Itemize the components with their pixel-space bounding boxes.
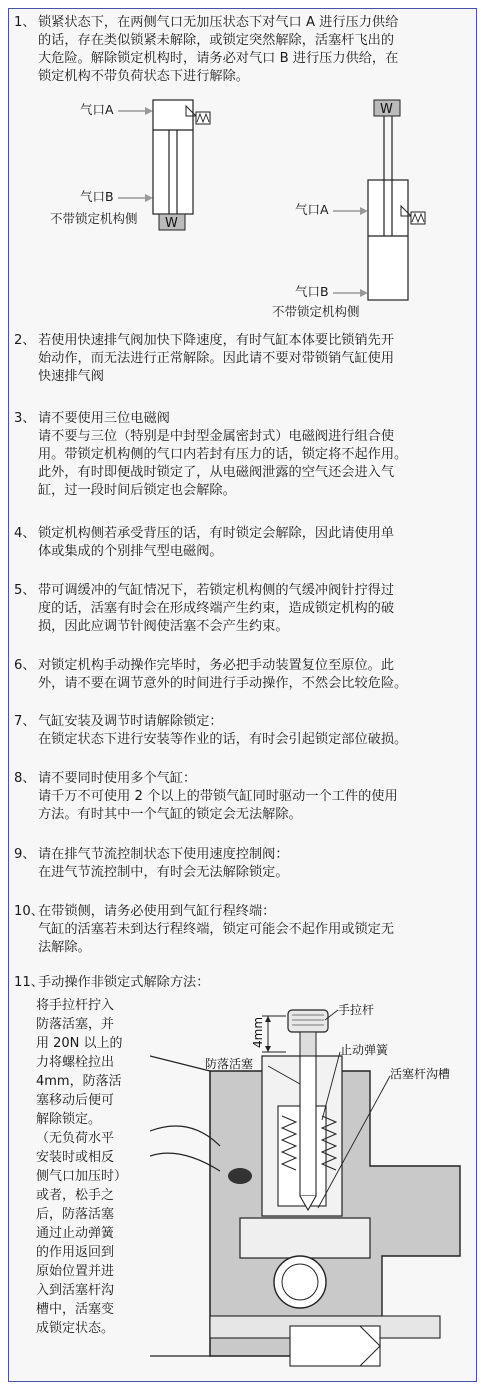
item-text-line: 度的话，活塞有时会在形成终端产生约束，造成锁定机构的破 xyxy=(38,601,395,616)
item-text-line: 缸，过一段时间后锁定也会解除。 xyxy=(38,483,236,498)
notice-item-9 xyxy=(14,846,460,882)
item-number: 6、 xyxy=(14,658,36,673)
item-text-line: 将手拉杆拧入 xyxy=(36,998,115,1013)
item-text-line: 气缸安装及调节时请解除锁定： xyxy=(38,714,223,729)
item-text-line: 体或集成的个别排气型电磁阀。 xyxy=(38,544,223,559)
notice-item-2 xyxy=(14,332,460,386)
item-text-line: 请不要与三位（特别是中封型金属密封式）电磁阀进行组合使 xyxy=(38,429,395,444)
item-text-line: 在进气节流控制中，有时会无法解除锁定。 xyxy=(38,865,289,880)
item-text-line: 方法。有时其中一个气缸的锁定会无法解除。 xyxy=(38,807,302,822)
item-text-line: 在锁定状态下进行安装等作业的话，有时会引起锁定部位破损。 xyxy=(38,732,408,747)
cylinder-diagram-locked-down xyxy=(272,100,425,319)
item-text-line: （无负荷水平 xyxy=(36,1131,115,1146)
item-number: 3、 xyxy=(14,411,36,426)
item-text-line: 法解除。 xyxy=(38,940,91,955)
seal-ring xyxy=(228,1168,252,1184)
notice-item-11 xyxy=(14,974,460,992)
item-text-line: 损，因此应调节针阀使活塞不会产生约束。 xyxy=(38,619,289,634)
item-text-line: 的作用返回到 xyxy=(36,1245,115,1260)
item-text-line: 槽中，活塞变 xyxy=(36,1302,115,1317)
item-number: 11、 xyxy=(14,975,44,990)
notice-item-8 xyxy=(14,770,460,824)
port-a-label: 气口A xyxy=(80,102,114,117)
item-text-line: 若使用快速排气阀加快下降速度，有时气缸本体要比锁销先开 xyxy=(38,333,395,348)
item-number: 9、 xyxy=(14,847,36,862)
item-text-line: 原始位置并进 xyxy=(36,1264,115,1279)
notice-item-6 xyxy=(14,657,460,693)
item-text-line: 气缸的活塞若未到达行程终端，锁定可能会不起作用或锁定无 xyxy=(38,922,395,937)
item-text-line: 带可调缓冲的气缸情况下，若锁定机构侧的气缓冲阀针拧得过 xyxy=(38,583,395,598)
item-text-line: 锁紧状态下，在两侧气口无加压状态下对气口 A 进行压力供给 xyxy=(38,15,399,30)
load-label: W xyxy=(380,102,393,117)
cylinder-body xyxy=(153,100,193,214)
rod-groove-label: 活塞杆沟槽 xyxy=(390,1067,451,1081)
item-text-line: 用 20N 以上的 xyxy=(36,1036,123,1051)
notice-item-7 xyxy=(14,713,460,749)
item-text-line: 或者，松手之 xyxy=(36,1188,115,1203)
item-text-line: 塞移动后便可 xyxy=(36,1093,115,1108)
stroke-dimension: 4mm xyxy=(251,1016,265,1048)
item-text-line: 成锁定状态。 xyxy=(36,1321,115,1336)
item-text-line: 防落活塞，并 xyxy=(36,1017,115,1032)
cylinder-diagram-locked-up xyxy=(50,100,210,231)
item-number: 1、 xyxy=(14,15,36,30)
anti-fall-piston-label: 防落活塞 xyxy=(205,1057,254,1071)
item-text-line: 通过止动弹簧 xyxy=(36,1226,115,1241)
item-text-line: 4mm，防落活 xyxy=(36,1074,122,1089)
side-label: 不带锁定机构侧 xyxy=(50,211,138,226)
item-text-line: 锁定机构侧若承受背压的话，有时锁定会解除，因此请使用单 xyxy=(38,526,395,541)
pull-handle-knob xyxy=(288,1010,328,1032)
notice-item-4 xyxy=(14,525,460,561)
item-text-line: 入到活塞杆沟 xyxy=(36,1283,115,1298)
item-number: 2、 xyxy=(14,333,36,348)
item-title: 手动操作非锁定式解除方法： xyxy=(38,975,210,990)
item-text-line: 在带锁侧，请务必使用到气缸行程终端： xyxy=(38,904,276,919)
item-text-line: 外，请不要在调节意外的时间进行手动操作，不然会比较危险。 xyxy=(38,676,408,691)
port-a-label: 气口A xyxy=(295,202,329,217)
manual-release-cross-section xyxy=(150,996,472,1376)
item-number: 4、 xyxy=(14,526,36,541)
item-text-line: 用。带锁定机构侧的气口内若封有压力的话，锁定将不起作用。 xyxy=(38,447,408,462)
notice-item-3 xyxy=(14,410,460,500)
item-text-line: 请不要同时使用多个气缸： xyxy=(38,771,197,786)
anti-fall-piston xyxy=(300,1056,316,1196)
item-text-line: 侧气口加压时） xyxy=(36,1169,128,1184)
notice-item-5 xyxy=(14,582,460,636)
port-b-label: 气口B xyxy=(295,284,329,299)
cylinder-lock-diagrams xyxy=(0,90,485,325)
pull-handle-label: 手拉杆 xyxy=(338,1003,375,1017)
notice-item-10 xyxy=(14,903,460,957)
item-text-line: 请千万不可使用 2 个以上的带锁气缸同时驱动一个工件的使用 xyxy=(38,789,398,804)
item-text-line: 安装时或相反 xyxy=(36,1150,115,1165)
item-text-line: 解除锁定。 xyxy=(36,1112,102,1127)
item-text-line: 力将螺栓拉出 xyxy=(36,1055,115,1070)
item-number: 7、 xyxy=(14,714,36,729)
item-number: 8、 xyxy=(14,771,36,786)
item-text-line: 请不要使用三位电磁阀 xyxy=(38,411,170,426)
item-text-line: 的话，存在类似锁紧未解除，或锁定突然解除，活塞杆飞出的 xyxy=(38,33,395,48)
stop-spring-label: 止动弹簧 xyxy=(340,1043,389,1057)
item-text-line: 此外，有时即便战时锁定了，从电磁阀泄露的空气还会进入气 xyxy=(38,465,395,480)
item-text-line: 大危险。解除锁定机构时，请务必对气口 B 进行压力供给，在 xyxy=(38,51,399,66)
load-label: W xyxy=(165,216,178,231)
item-text-line: 后，防落活塞 xyxy=(36,1207,115,1222)
item-number: 10、 xyxy=(14,904,44,919)
item-text-line: 请在排气节流控制状态下使用速度控制阀： xyxy=(38,847,289,862)
item-text-line: 快速排气阀 xyxy=(38,369,104,384)
port-b-label: 气口B xyxy=(80,189,114,204)
side-label: 不带锁定机构侧 xyxy=(272,304,360,319)
notice-item-1 xyxy=(14,14,460,86)
item-text-line: 对锁定机构手动操作完毕时，务必把手动装置复位至原位。此 xyxy=(38,658,395,673)
item-text-line: 锁定机构不带负荷状态下进行解除。 xyxy=(38,69,249,84)
cylinder-body xyxy=(368,180,408,300)
item-text-line: 始动作，而无法进行正常解除。因此请不要对带锁销气缸使用 xyxy=(38,351,395,366)
manual-release-description xyxy=(36,996,152,1338)
item-number: 5、 xyxy=(14,583,36,598)
